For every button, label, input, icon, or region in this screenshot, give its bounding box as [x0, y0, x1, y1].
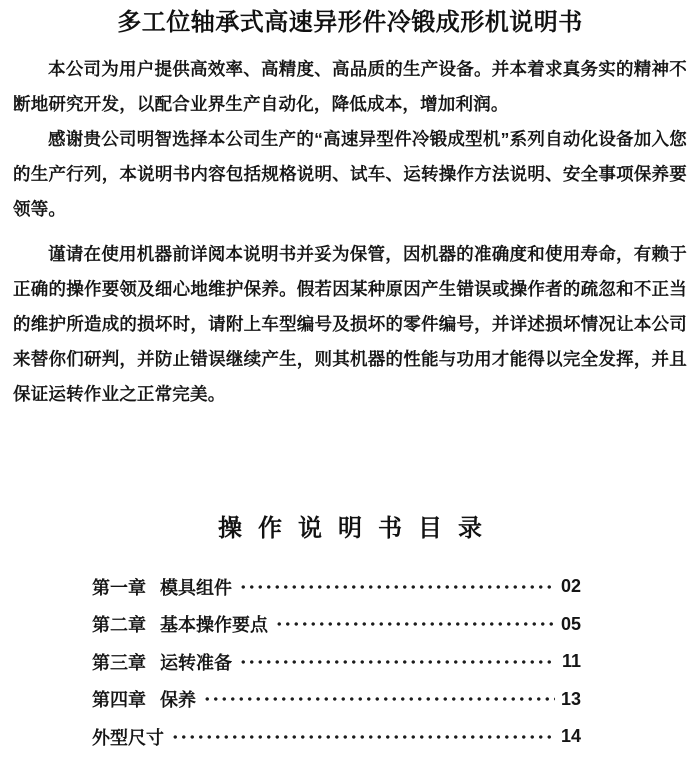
toc-chapter-label: 第四章	[92, 690, 146, 711]
toc-page-number: 11	[561, 651, 581, 672]
toc-entry-title: 外型尺寸	[92, 727, 164, 748]
toc-entry-title: 运转准备	[160, 652, 232, 673]
toc-entry-title: 基本操作要点	[160, 615, 268, 636]
dot-leader	[171, 732, 555, 742]
toc-chapter-label: 第一章	[92, 577, 146, 598]
toc-entry	[92, 643, 581, 681]
toc-entry-title: 保养	[160, 690, 196, 711]
toc-page-number: 02	[560, 576, 581, 597]
intro-section	[13, 52, 687, 412]
toc-entry	[92, 568, 581, 606]
toc-entry	[92, 681, 581, 719]
dot-leader	[203, 694, 555, 704]
toc-page-number: 05	[560, 613, 581, 634]
toc-page-number: 14	[560, 726, 581, 747]
toc-entry-title: 模具组件	[160, 577, 232, 598]
dot-leader	[239, 657, 556, 667]
toc-entry	[92, 718, 581, 756]
toc-list	[92, 568, 581, 756]
dot-leader	[239, 582, 555, 592]
toc-chapter-label: 第二章	[92, 615, 146, 636]
intro-paragraph: 谨请在使用机器前详阅本说明书并妥为保管，因机器的准确度和使用寿命，有赖于正确的操作要领及细心地维护保养。假若因某种原因产生错误或操作者的疏忽和不正当的维护所造成的损坏时，请附上车型编号及损坏的零件编号，并详述损坏情况让本公司来替你们研判，并防止错误继续产生，则其机器的性能与功用才能得以完全发挥，并且保证运转作业之正常完美。	[13, 244, 687, 404]
dot-leader	[275, 619, 555, 629]
document-title: 多工位轴承式高速异形件冷锻成形机说明书	[117, 9, 583, 36]
intro-paragraph: 本公司为用户提供高效率、高精度、高品质的生产设备。并本着求真务实的精神不断地研究开发，以配合业界生产自动化，降低成本，增加利润。	[13, 59, 687, 114]
toc-page-number: 13	[560, 688, 581, 709]
toc-entry	[92, 606, 581, 644]
intro-paragraph: 感谢贵公司明智选择本公司生产的“高速异型件冷锻成型机”系列自动化设备加入您的生产行列，本说明书内容包括规格说明、试车、运转操作方法说明、安全事项保养要领等。	[13, 129, 687, 219]
document-page	[0, 6, 700, 762]
toc-heading: 操作说明书目录	[218, 515, 498, 542]
toc-chapter-label: 第三章	[92, 652, 146, 673]
